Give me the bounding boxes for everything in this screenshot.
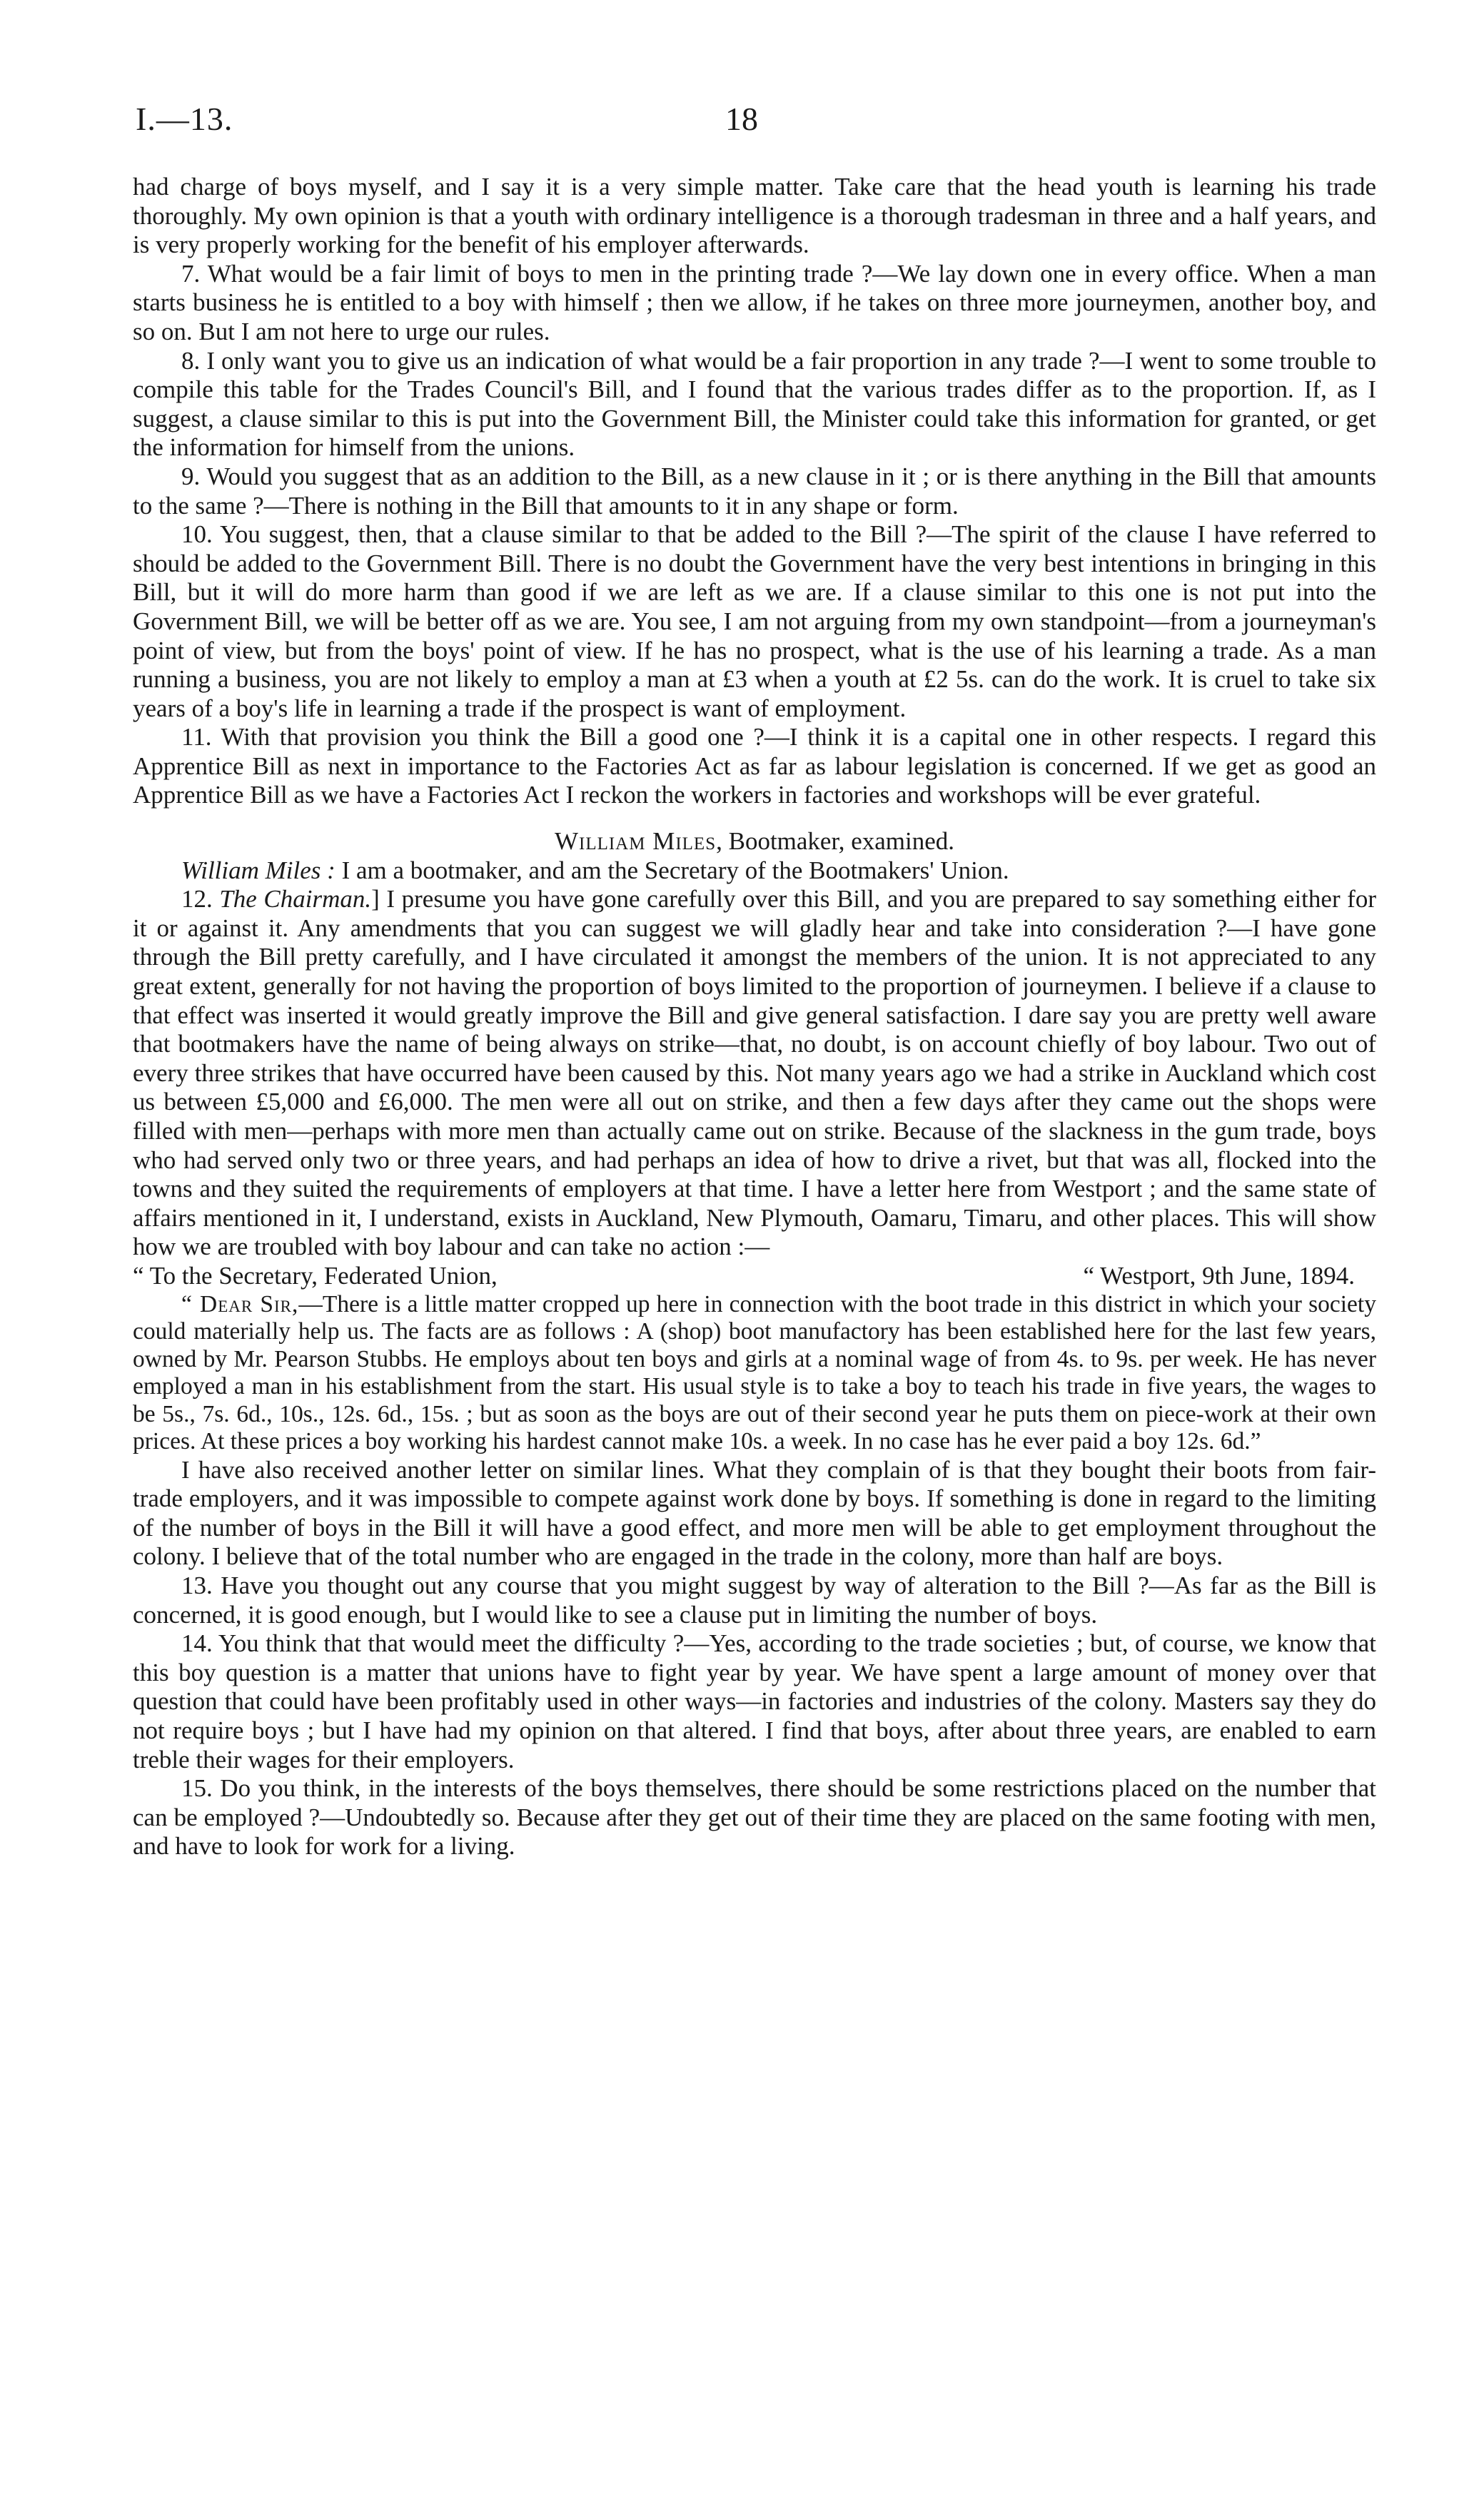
witness-role: , Bootmaker, examined. bbox=[716, 827, 955, 856]
question-14: 14. You think that that would meet the difficulty ?—Yes, according to the trade societies ; but, of course, we know that this boy question is a matter that unions have to fight year by year. We have spent a large amount of money over that question that could have been profitably used in other ways—in factories and industries of the colony. Masters say they do not require boys ; but I have had my opinion on that altered. I find that boys, after about three years, are enabled to earn treble their wages for their employers. bbox=[133, 1629, 1376, 1773]
question-12-speaker: The Chairman. bbox=[219, 885, 372, 914]
question-13: 13. Have you thought out any course that you might suggest by way of alteration to the Bill ?—As far as the Bill is concerned, it is good enough, but I would like to see a clause put in limiting the number of boys. bbox=[133, 1572, 1376, 1629]
witness-name: William Miles bbox=[554, 827, 717, 856]
page-number: 18 bbox=[725, 101, 758, 137]
document-reference: I.—13. bbox=[136, 101, 233, 137]
witness-intro-text: I am a bootmaker, and am the Secretary of the Bootmakers' Union. bbox=[335, 856, 1009, 884]
letter-body bbox=[133, 1291, 1376, 1456]
question-12-text: ] I presume you have gone carefully over this Bill, and you are prepared to say something either for it or against it. Any amendments that you can suggest we will gladly hear and take into consideration ?—I have gone through the Bill pretty carefully, and I have circulated it amongst the members of the union. It is not appreciated to any great extent, generally for not having the proportion of boys limited to the proportion of journeymen. I believe if a clause to that effect was inserted it would greatly improve the Bill and give general satisfaction. I dare say you are pretty well aware that bootmakers have the name of being always on strike—that, no doubt, is on account chiefly of boy labour. Two out of every three strikes that have occurred have been caused by this. Not many years ago we had a strike in Auckland which cost us between £5,000 and £6,000. The men were all out on strike, and then a few days after they came out the shops were filled with men—perhaps with more men than actually came out on strike. Because of the slackness in the gum trade, boys who had served only two or three years, and had perhaps an idea of how to drive a rivet, but that was all, flocked into the towns and they suited the requirements of employers at that time. I have a letter here from Westport ; and the same state of affairs mentioned in it, I understand, exists in Auckland, New Plymouth, Oamaru, Timaru, and other places. This will show how we are troubled with boy labour and can take no action :— bbox=[133, 885, 1376, 1261]
question-9: 9. Would you suggest that as an addition to the Bill, as a new clause in it ; or is there anything in the Bill that amounts to the same ?—There is nothing in the Bill that amounts to it in any shape or form. bbox=[133, 462, 1376, 520]
question-15: 15. Do you think, in the interests of the boys themselves, there should be some restrictions placed on the number that can be employed ?—Undoubtedly so. Because after they get out of their time they are placed on the same footing with men, and have to look for work for a living. bbox=[133, 1774, 1376, 1861]
letter-salutation: “ Dear Sir, bbox=[181, 1290, 299, 1317]
question-12-number: 12. bbox=[181, 885, 220, 914]
question-7: 7. What would be a fair limit of boys to men in the printing trade ?—We lay down one in every office. When a man starts business he is entitled to a boy with himself ; then we allow, if he takes on three more journeymen, another boy, and so on. But I am not here to urge our rules. bbox=[133, 259, 1376, 345]
witness-heading bbox=[133, 827, 1376, 856]
witness-intro-name: William Miles : bbox=[181, 856, 335, 884]
witness-intro bbox=[133, 856, 1376, 886]
document-body bbox=[133, 173, 1376, 1861]
letter-header bbox=[133, 1262, 1376, 1291]
question-12 bbox=[133, 885, 1376, 1262]
letter-text: —There is a little matter cropped up here in connection with the boot trade in this district in which your society could materially help us. The facts are as follows : A (shop) boot manufactory has been established here for the last few years, owned by Mr. Pearson Stubbs. He employs about ten boys and girls at a nominal wage of from 4s. to 9s. per week. He has never employed a man in his establishment from the start. His usual style is to take a boy to teach his trade in five years, the wages to be 5s., 7s. 6d., 10s., 12s. 6d., 15s. ; but as soon as the boys are out of their second year he puts them on piece-work at their own prices. At these prices a boy working his hardest cannot make 10s. a week. In no case has he ever paid a boy 12s. 6d.” bbox=[133, 1290, 1376, 1455]
page-header bbox=[136, 100, 1378, 143]
question-10: 10. You suggest, then, that a clause similar to that be added to the Bill ?—The spirit of the clause I have referred to should be added to the Government Bill. There is no doubt the Government have the very best intentions in bringing in this Bill, but it will do more harm than good if we are left as we are. If a clause similar to this one is not put into the Government Bill, we will be better off as we are. You see, I am not arguing from my own standpoint—from a journeyman's point of view, but from the boys' point of view. If he has no prospect, what is the use of his learning a trade. As a man running a business, you are not likely to employ a man at £3 when a youth at £2 5s. can do the work. It is cruel to take six years of a boy's life in learning a trade if the prospect is want of employment. bbox=[133, 520, 1376, 722]
section-gap bbox=[133, 810, 1376, 827]
question-11: 11. With that provision you think the Bill a good one ?—I think it is a capital one in other respects. I regard this Apprentice Bill as next in importance to the Factories Act as far as labour legislation is concerned. If we get as good an Apprentice Bill as we have a Factories Act I reckon the workers in factories and workshops will be ever grateful. bbox=[133, 723, 1376, 809]
question-8: 8. I only want you to give us an indication of what would be a fair proportion in any trade ?—I went to some trouble to compile this table for the Trades Council's Bill, and I found that the various trades differ as to the proportion. If, as I suggest, a clause similar to this is put into the Government Bill, the Minister could take this information for granted, or get the information for himself from the unions. bbox=[133, 346, 1376, 462]
paragraph-continuation: had charge of boys myself, and I say it is a very simple matter. Take care that the head youth is learning his trade thoroughly. My own opinion is that a youth with ordinary intelligence is a thorough tradesman in three and a half years, and is very properly working for the benefit of his employer afterwards. bbox=[133, 173, 1376, 259]
paragraph-after-letter: I have also received another letter on similar lines. What they complain of is that they bought their boots from fair-trade employers, and it was impossible to compete against work done by boys. If something is done in regard to the limiting of the number of boys in the Bill it will have a good effect, and more men will be able to get employment throughout the colony. I believe that of the total number who are engaged in the trade in the colony, more than half are boys. bbox=[133, 1455, 1376, 1571]
letter-recipient: “ To the Secretary, Federated Union, bbox=[133, 1261, 498, 1290]
letter-place-date: “ Westport, 9th June, 1894. bbox=[1083, 1261, 1355, 1290]
